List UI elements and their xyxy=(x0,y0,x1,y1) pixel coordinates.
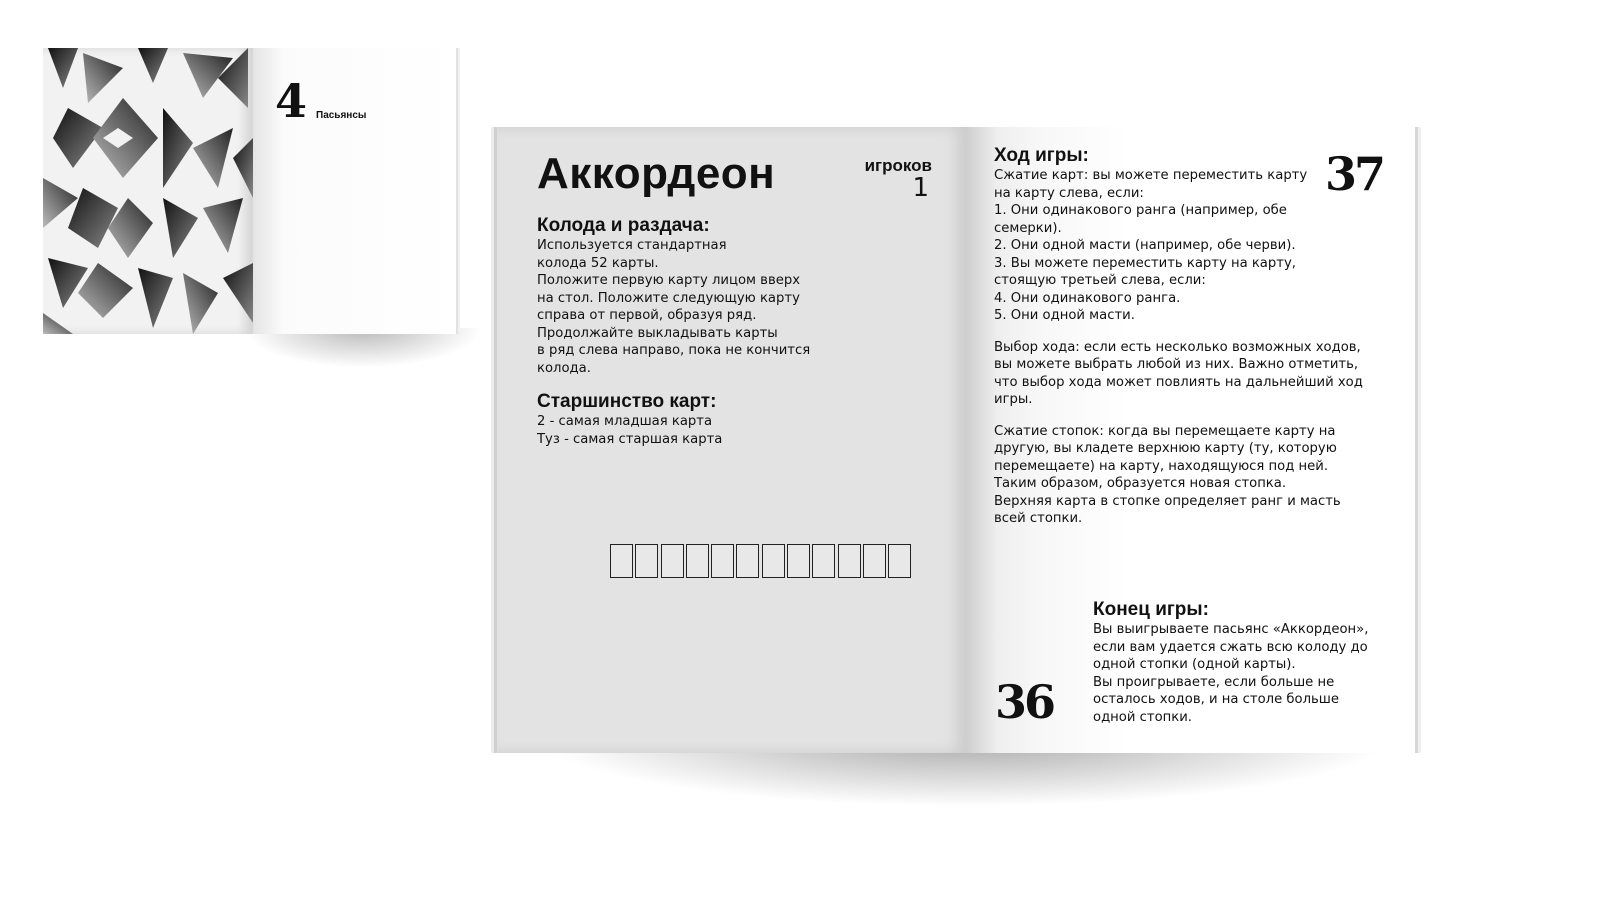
move-line: 1. Они одинакового ранга (например, обе xyxy=(994,203,1287,218)
end-line: если вам удается сжать всю колоду до xyxy=(1093,639,1368,655)
left-page xyxy=(497,127,967,753)
stack-line: Верхняя карта в стопке определяет ранг и масть xyxy=(994,493,1341,509)
deck-line: Используется стандартная xyxy=(537,238,727,253)
move-text xyxy=(994,167,1384,325)
deck-line: в ряд слева направо, пока не кончится xyxy=(537,343,811,358)
players-label: игроков xyxy=(864,156,932,175)
page-number-37: 37 xyxy=(1325,147,1384,201)
card-slot xyxy=(610,544,633,578)
end-text xyxy=(1093,621,1393,726)
deck-line: Продолжайте выкладывать карты xyxy=(537,325,778,341)
geometric-pattern-image xyxy=(43,48,253,334)
small-booklet-shadow xyxy=(243,328,483,368)
deck-heading: Колода и раздача: xyxy=(537,215,710,236)
stack-line: Таким образом, образуется новая стопка. xyxy=(994,476,1287,491)
move-heading: Ход игры: xyxy=(994,145,1089,166)
right-page xyxy=(967,127,1415,753)
small-booklet-page-number: 4 xyxy=(275,74,308,128)
rank-heading: Старшинство карт: xyxy=(537,391,717,412)
move-line: 4. Они одинакового ранга. xyxy=(994,290,1181,306)
card-slot xyxy=(635,544,658,578)
card-slot xyxy=(787,544,810,578)
choice-line: игры. xyxy=(994,392,1033,407)
card-slot xyxy=(736,544,759,578)
game-end-section xyxy=(1093,599,1393,726)
deck-line: справа от первой, образуя ряд. xyxy=(537,308,757,323)
move-line: 3. Вы можете переместить карту на карту, xyxy=(994,255,1296,271)
deck-line: колода. xyxy=(537,360,591,376)
end-line: одной стопки. xyxy=(1093,709,1192,725)
deck-section xyxy=(537,215,857,377)
deck-line: на стол. Положите следующую карту xyxy=(537,290,800,306)
card-row-illustration xyxy=(610,544,914,578)
stack-line: перемещаете) на карту, находящуюся под ней. xyxy=(994,458,1329,474)
end-line: Вы выигрываете пасьянс «Аккордеон», xyxy=(1093,622,1369,637)
choice-line: вы можете выбрать любой из них. Важно отметить, xyxy=(994,357,1359,372)
move-line: на карту слева, если: xyxy=(994,185,1144,201)
end-line: одной стопки (одной карты). xyxy=(1093,657,1296,672)
end-line: осталось ходов, и на столе больше xyxy=(1093,692,1339,707)
deck-text xyxy=(537,237,857,377)
card-slot xyxy=(762,544,785,578)
game-title: Аккордеон xyxy=(537,149,776,198)
card-slot xyxy=(888,544,911,578)
choice-line: Выбор хода: если есть несколько возможных ходов, xyxy=(994,339,1361,355)
rank-section xyxy=(537,391,857,448)
choice-line: что выбор хода может повлиять на дальнейший ход xyxy=(994,374,1363,390)
page-number-36: 36 xyxy=(995,675,1054,729)
stack-compression-text xyxy=(994,423,1384,528)
rank-line: Туз - самая старшая карта xyxy=(537,431,723,447)
move-line: стоящую третьей слева, если: xyxy=(994,273,1206,288)
stack-line: другую, вы кладете верхнюю карту (ту, которую xyxy=(994,441,1337,456)
move-line: Сжатие карт: вы можете переместить карту xyxy=(994,168,1308,183)
open-booklet-spread xyxy=(497,127,1423,753)
move-line: семерки). xyxy=(994,220,1062,236)
small-booklet-pattern-page xyxy=(43,48,253,334)
end-heading: Конец игры: xyxy=(1093,599,1209,620)
card-slot xyxy=(863,544,886,578)
card-slot xyxy=(838,544,861,578)
stack-line: всей стопки. xyxy=(994,511,1083,526)
stack-line: Сжатие стопок: когда вы перемещаете карту на xyxy=(994,423,1336,439)
small-booklet xyxy=(43,48,460,334)
deck-line: Положите первую карту лицом вверх xyxy=(537,273,801,288)
players-count: 1 xyxy=(912,173,929,203)
game-play-section xyxy=(994,145,1384,528)
card-slot xyxy=(812,544,835,578)
rank-line: 2 - самая младшая карта xyxy=(537,414,713,429)
move-choice-text xyxy=(994,339,1384,409)
card-slot xyxy=(686,544,709,578)
end-line: Вы проигрываете, если больше не xyxy=(1093,674,1335,690)
card-slot xyxy=(711,544,734,578)
card-slot xyxy=(661,544,684,578)
rank-text xyxy=(537,413,857,448)
move-line: 2. Они одной масти (например, обе черви). xyxy=(994,238,1296,253)
small-booklet-section-label: Пасьянсы xyxy=(316,110,367,121)
deck-line: колода 52 карты. xyxy=(537,255,659,271)
move-line: 5. Они одной масти. xyxy=(994,308,1135,323)
small-booklet-title-page xyxy=(253,48,456,334)
